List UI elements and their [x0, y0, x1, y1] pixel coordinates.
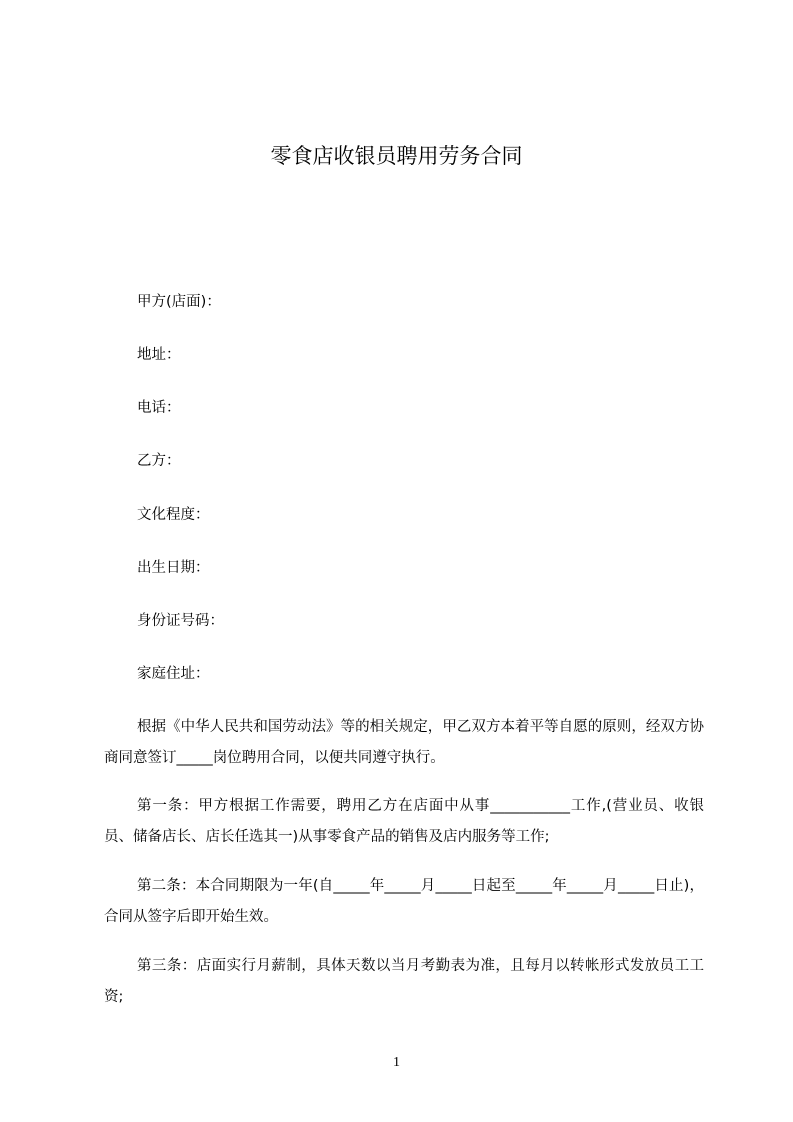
address-field: 地址：: [137, 347, 181, 363]
birth-date-field: 出生日期：: [137, 560, 210, 576]
id-number-field: 身份证号码：: [137, 613, 224, 629]
preamble-paragraph: 根据《中华人民共和国劳动法》等的相关规定，甲乙双方本着平等自愿的原则，经双方协商同意签订_____岗位聘用合同，以便共同遵守执行。: [104, 719, 704, 766]
article-1-paragraph: 第一条：甲方根据工作需要，聘用乙方在店面中从事___________工作,(营业员、收银员、储备店长、店长任选其一)从事零食产品的销售及店内服务等工作;: [104, 798, 704, 845]
contract-title: 零食店收银员聘用劳务合同: [270, 144, 523, 168]
education-field: 文化程度：: [137, 507, 210, 523]
party-b-field: 乙方：: [137, 453, 181, 469]
phone-field: 电话：: [137, 400, 181, 416]
article-3-paragraph: 第三条：店面实行月薪制，具体天数以当月考勤表为准，且每月以转帐形式发放员工工资;: [104, 958, 704, 1005]
article-2-paragraph: 第二条：本合同期限为一年(自_____年_____月_____日起至_____年_____月_____日止)，合同从签字后即开始生效。: [104, 878, 704, 925]
party-a-field: 甲方(店面)：: [137, 294, 221, 310]
page-number: 1: [393, 1055, 400, 1070]
home-address-field: 家庭住址：: [137, 666, 210, 682]
